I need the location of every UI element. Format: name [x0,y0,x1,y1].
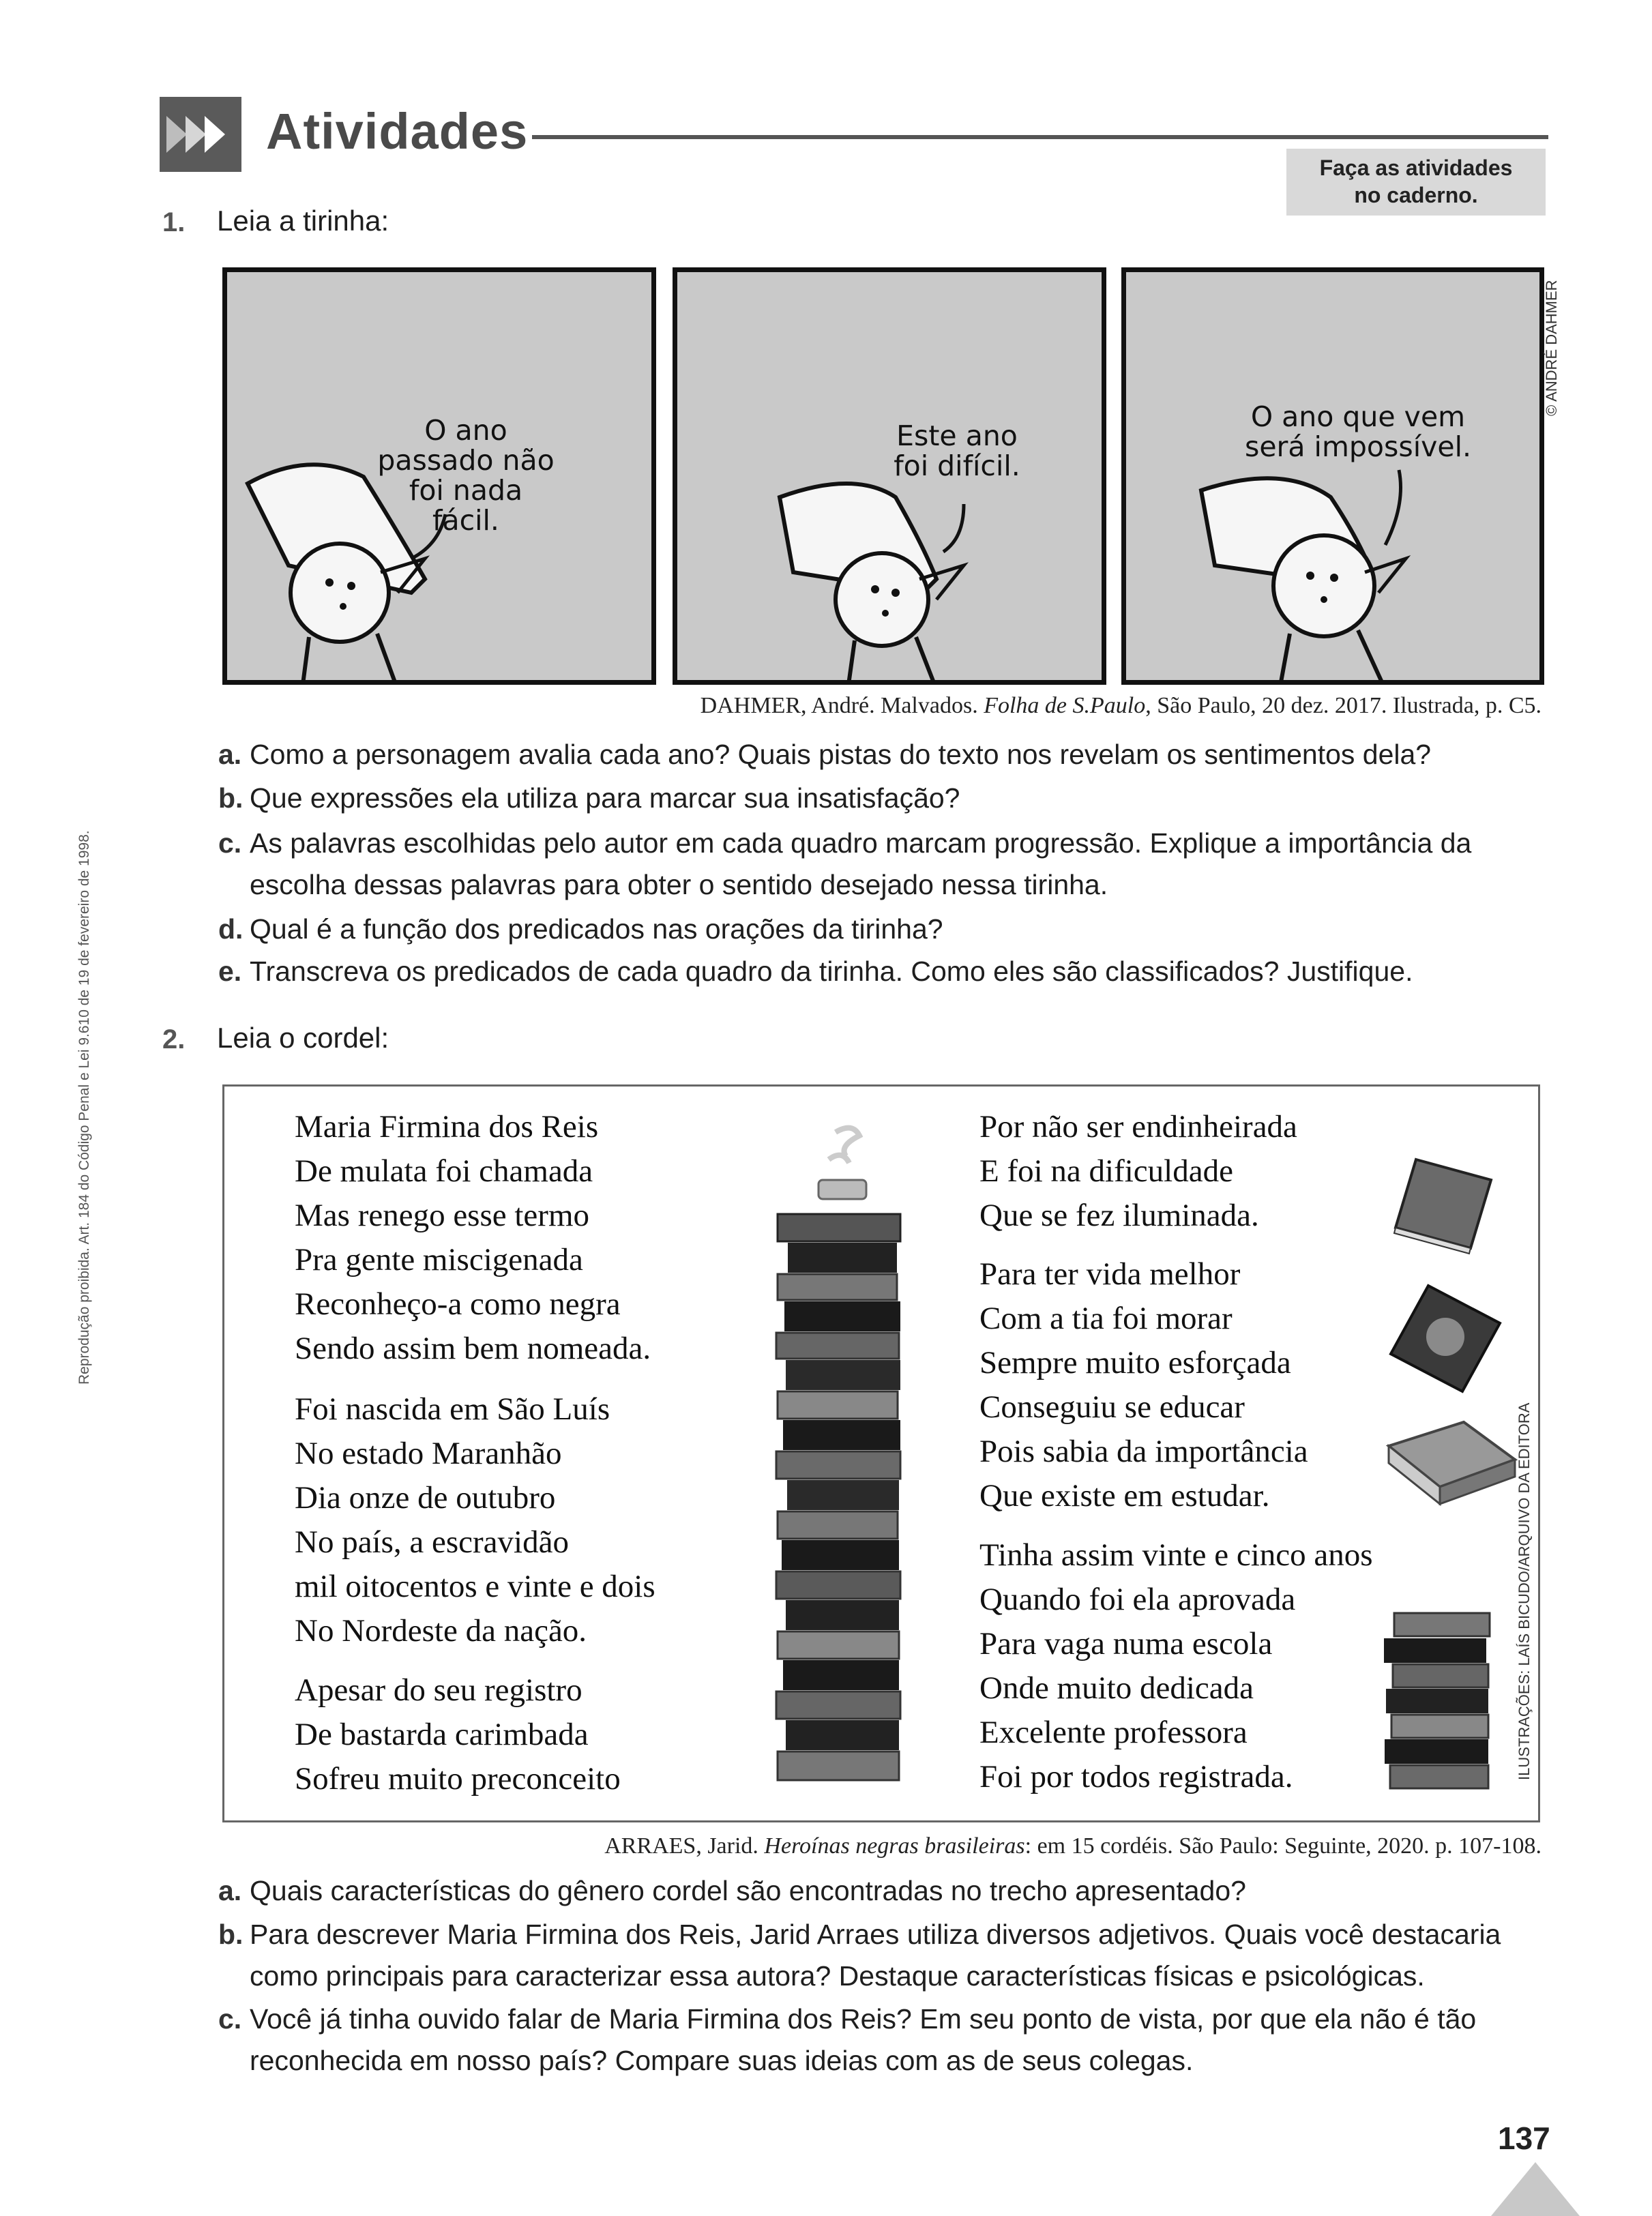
verse: Reconheço-a como negra [295,1286,621,1322]
verse: No país, a escravidão [295,1524,569,1560]
item-text: Para descrever Maria Firmina dos Reis, Jarid Arraes utiliza diversos adjetivos. Quais você destacaria [250,1919,1501,1950]
item-letter: d. [218,913,244,945]
question-2-item-b [218,1914,1548,1997]
cordel-right-stanza-2 [979,1252,1308,1518]
verse: De mulata foi chamada [295,1153,593,1189]
balloon-1-line-1: O ano [424,414,507,447]
question-1-item-e [218,951,1548,992]
item-text: Que expressões ela utiliza para marcar sua insatisfação? [250,782,960,814]
balloon-3-line-1: O ano que vem [1250,400,1466,433]
balloon-1-line-2: passado não [377,444,555,477]
verse: No estado Maranhão [295,1436,562,1471]
cordel-right-stanza-3 [979,1533,1373,1799]
character-3-icon [1126,272,1544,685]
character-2-icon [677,272,1106,685]
cordel-source-details: : em 15 cordéis. São Paulo: Seguinte, 2020. p. 107-108. [1024,1833,1542,1859]
verse: Conseguiu se educar [979,1389,1245,1425]
closed-book-icon [1382,1419,1518,1507]
cordel-left-stanza-2 [295,1387,655,1653]
question-1-prompt: Leia a tirinha: [217,205,389,237]
verse: Tinha assim vinte e cinco anos [979,1537,1373,1573]
item-letter: a. [218,739,242,770]
item-letter: c. [218,2003,242,2035]
title-rule [532,135,1548,139]
verse: Que existe em estudar. [979,1478,1270,1513]
verse: No Nordeste da nação. [295,1613,587,1649]
comic-panel-1 [222,267,656,685]
question-2-item-c [218,1998,1548,2082]
verse: Excelente professora [979,1715,1248,1750]
balloon-2-line-2: foi difícil. [894,449,1020,482]
item-letter: a. [218,1875,242,1906]
verse: Dia onze de outubro [295,1480,556,1516]
item-text: Você já tinha ouvido falar de Maria Firmina dos Reis? Em seu ponto de vista, por que ela não é tão [250,2003,1477,2035]
verse: Que se fez iluminada. [979,1198,1259,1233]
verse: Por não ser endinheirada [979,1109,1297,1144]
verse: Foi por todos registrada. [979,1759,1293,1794]
verse: Sofreu muito preconceito [295,1761,621,1797]
verse: Quando foi ela aprovada [979,1582,1296,1617]
question-1-item-c [218,823,1548,906]
item-text: Qual é a função dos predicados nas orações da tirinha? [250,913,943,945]
book-icon [1389,1153,1498,1255]
question-1-item-d [218,908,1548,950]
small-book-stack-icon [1381,1610,1496,1794]
verse: Para vaga numa escola [979,1626,1273,1661]
item-text-cont: como principais para caracterizar essa autora? Destaque características físicas e psicológicas. [250,1960,1425,1992]
question-2-item-a [218,1870,1548,1912]
verse: Sendo assim bem nomeada. [295,1331,651,1366]
verse: Para ter vida melhor [979,1256,1241,1292]
item-letter: b. [218,1919,244,1950]
question-1-item-b [218,778,1548,819]
notebook-note-line2: no caderno. [1354,183,1478,207]
page-number: 137 [1498,2121,1550,2156]
comic-source-author: DAHMER, André. Malvados. [700,693,984,718]
copyright-side-note: Reprodução proibida. Art. 184 do Código Penal e Lei 9.610 de 19 de fevereiro de 1998. [76,830,92,1385]
item-text-cont: reconhecida em nosso país? Compare suas ideias com as de seus colegas. [250,2045,1194,2076]
item-text: As palavras escolhidas pelo autor em cada quadro marcam progressão. Explique a importância da [250,827,1472,859]
question-2-number: 2. [162,1024,186,1054]
comic-credit: © ANDRÉ DAHMER [1543,280,1560,416]
illustration-credit: ILUSTRAÇÕES: LAÍS BICUDO/ARQUIVO DA EDITORA [1516,1402,1533,1780]
verse: Maria Firmina dos Reis [295,1109,599,1144]
verse: Pois sabia da importância [979,1434,1308,1469]
page-corner-triangle [1491,2162,1580,2216]
verse: Onde muito dedicada [979,1670,1254,1706]
item-text: Quais características do gênero cordel são encontradas no trecho apresentado? [250,1875,1246,1906]
verse: Mas renego esse termo [295,1198,589,1233]
cordel-source-title: Heroínas negras brasileiras [764,1833,1025,1859]
item-letter: e. [218,956,242,987]
verse: mil oitocentos e vinte e dois [295,1569,655,1604]
item-text: Transcreva os predicados de cada quadro da tirinha. Como eles são classificados? Justifique. [250,956,1413,987]
item-letter: c. [218,827,242,859]
cordel-left-stanza-3 [295,1668,621,1801]
balloon-2-line-1: Este ano [896,419,1018,452]
character-1-icon [227,272,656,685]
question-1-number: 1. [162,207,186,237]
verse: Apesar do seu registro [295,1672,582,1708]
comic-source [409,693,1542,719]
book-stack-icon [771,1119,921,1801]
cordel-source-author: ARRAES, Jarid. [604,1833,765,1859]
verse: Foi nascida em São Luís [295,1391,610,1427]
question-1-item-a [218,734,1548,775]
item-letter: b. [218,782,244,814]
comic-source-details: , São Paulo, 20 dez. 2017. Ilustrada, p. C5. [1145,693,1542,718]
verse: Pra gente miscigenada [295,1242,583,1277]
notebook-note-line1: Faça as atividades [1319,156,1513,180]
activities-arrow-icon [160,97,241,172]
item-text: Como a personagem avalia cada ano? Quais pistas do texto nos revelam os sentimentos dela? [250,739,1432,770]
section-title: Atividades [266,103,529,160]
item-text-cont: escolha dessas palavras para obter o sentido desejado nessa tirinha. [250,869,1108,900]
verse: De bastarda carimbada [295,1717,589,1752]
book-with-emblem-icon [1387,1282,1503,1398]
comic-panel-2 [673,267,1106,685]
cordel-source [409,1833,1542,1859]
verse: Com a tia foi morar [979,1301,1233,1336]
question-2-prompt: Leia o cordel: [217,1022,389,1054]
verse: Sempre muito esforçada [979,1345,1291,1380]
comic-panel-3 [1121,267,1544,685]
cordel-right-stanza-1 [979,1105,1297,1238]
comic-source-publication: Folha de S.Paulo [984,693,1146,718]
balloon-1-line-3: foi nada fácil. [409,474,523,537]
verse: E foi na dificuldade [979,1153,1233,1189]
notebook-note [1286,149,1546,216]
cordel-left-stanza-1 [295,1105,651,1371]
balloon-3-line-2: será impossível. [1244,430,1472,463]
